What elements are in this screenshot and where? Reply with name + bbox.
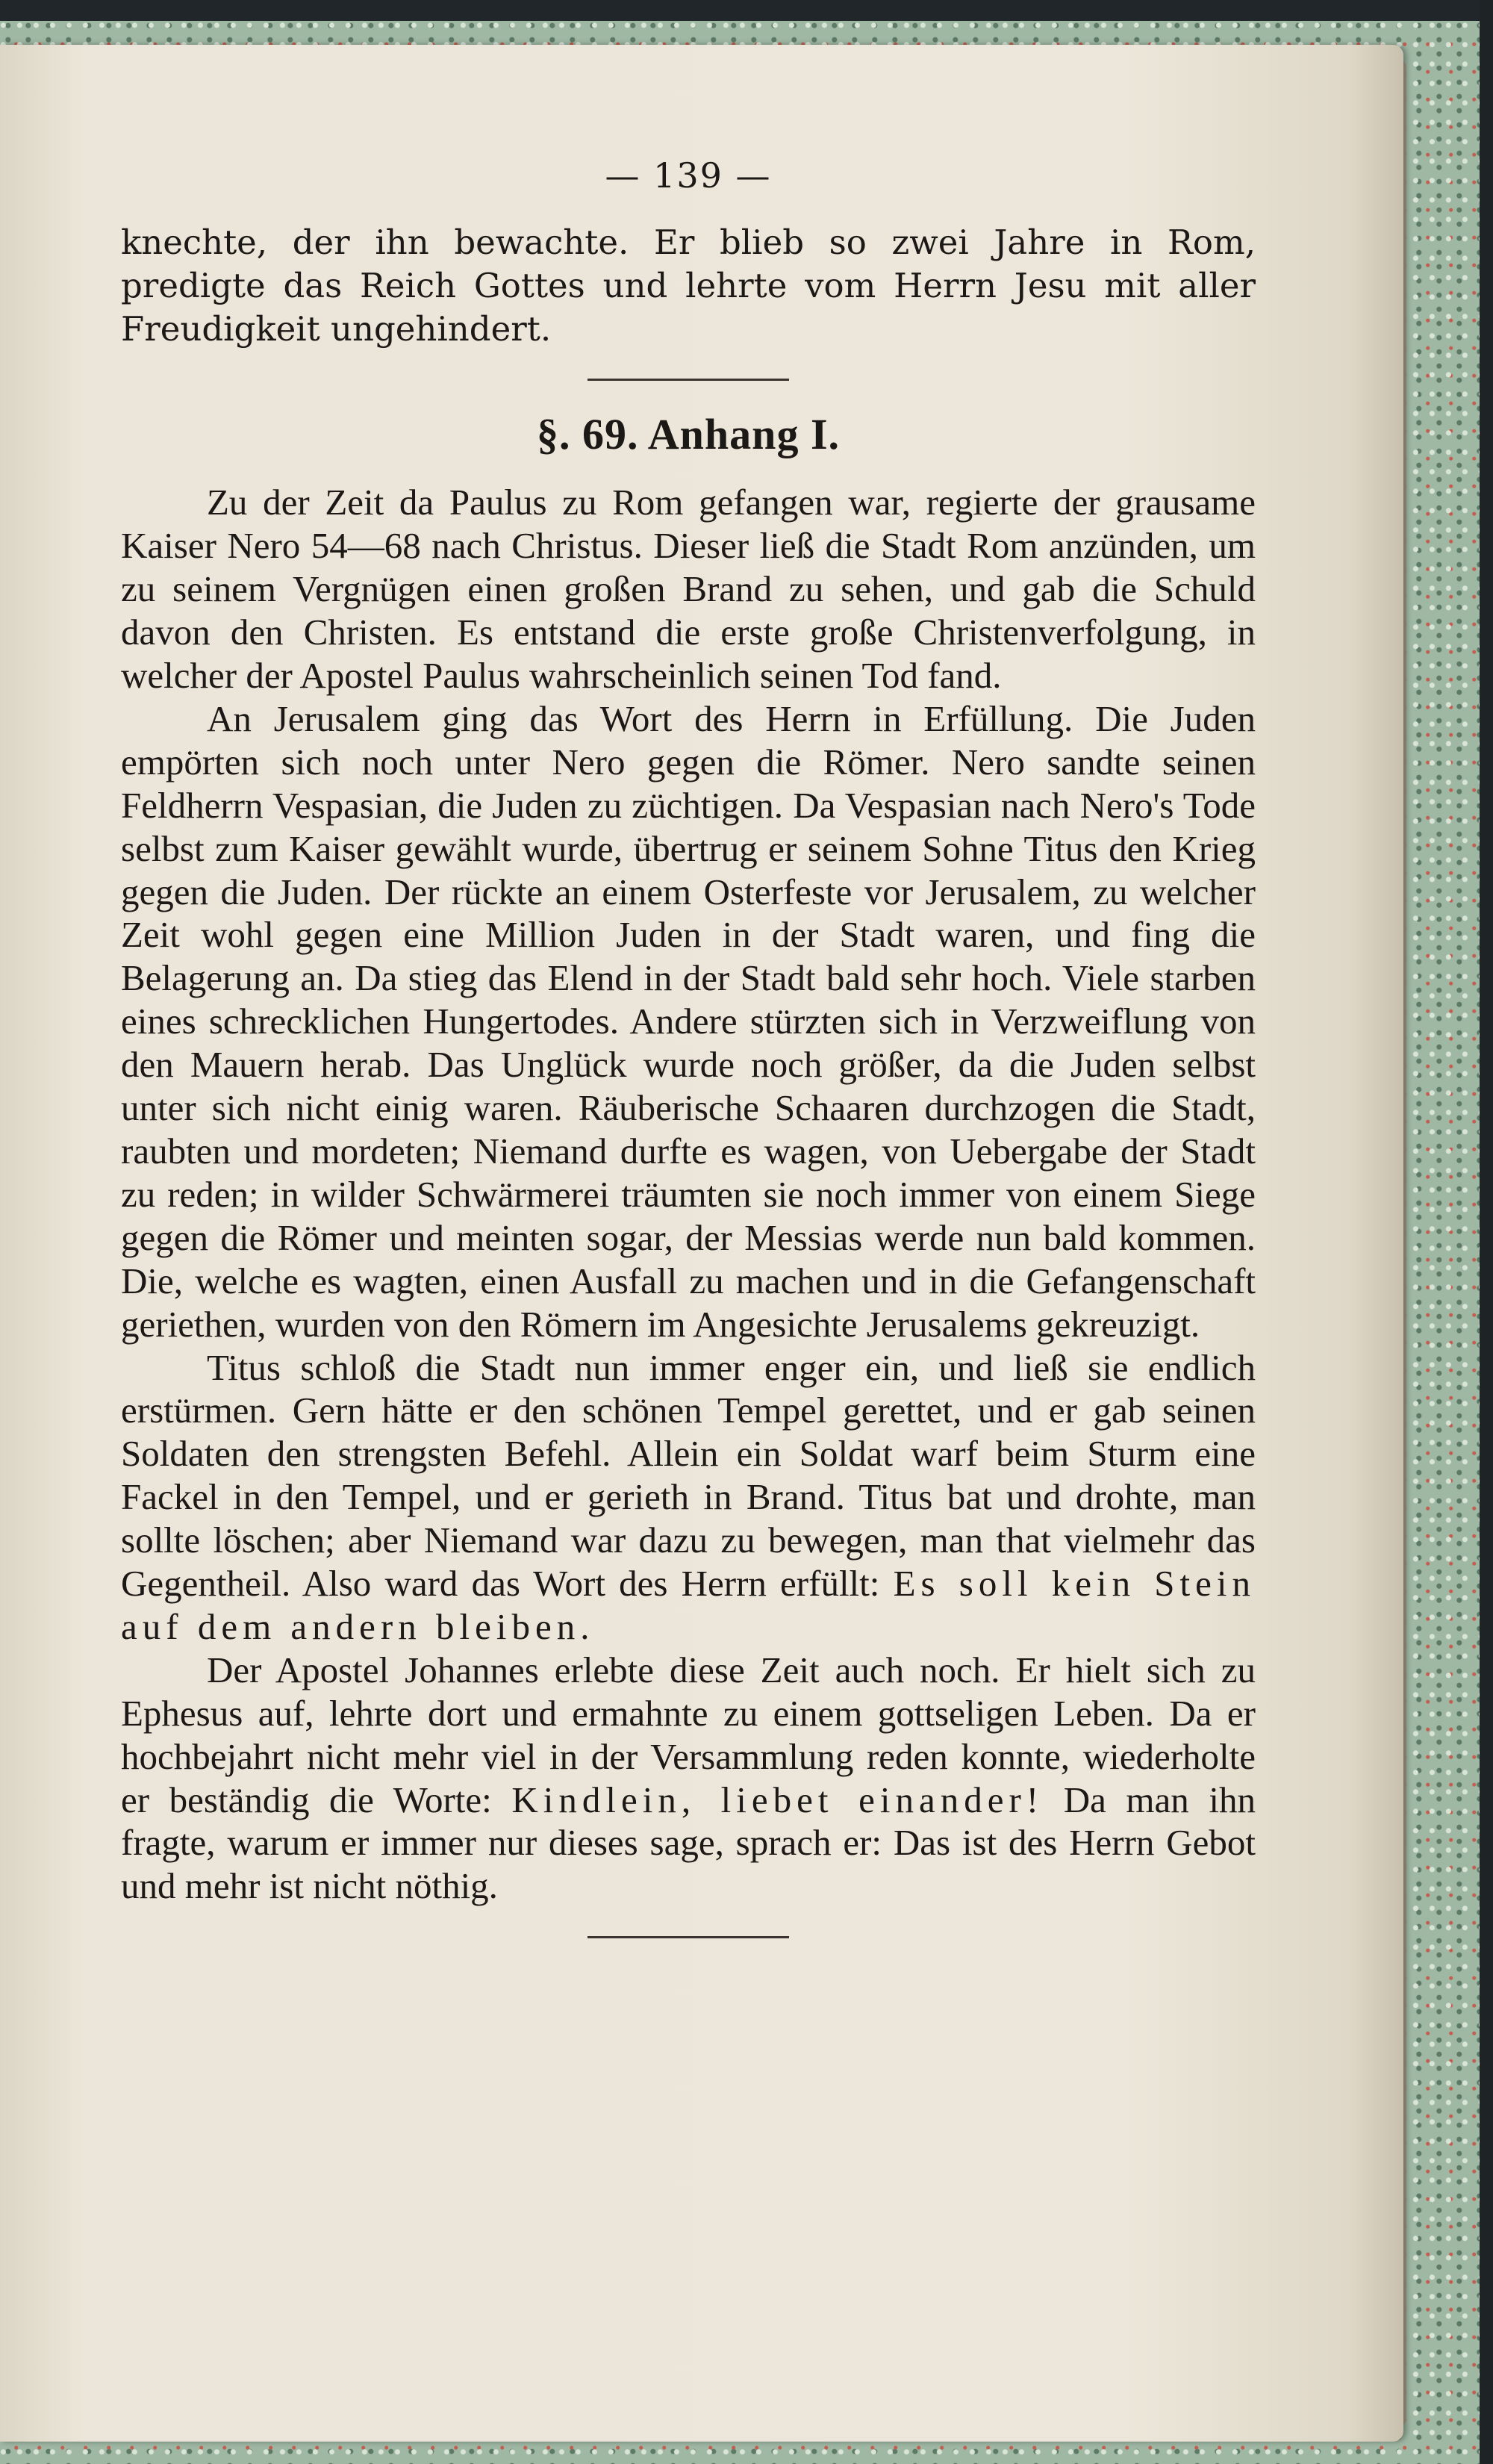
page-text-block bbox=[121, 149, 1256, 1962]
cover-top-edge bbox=[0, 0, 1493, 21]
paragraph-johannes-text: Der Apostel Johannes erlebte diese Zeit auch noch. Er hielt sich zu Ephesus auf, lehrte dort und ermahnte zu einem gottseligen Leben. Da er hochbejahrt nicht mehr viel in der Versammlung reden konnte, wiederholte er beständig die Worte: bbox=[121, 1649, 1256, 1820]
cover-right-edge bbox=[1480, 0, 1493, 2464]
section-divider-bottom bbox=[587, 1936, 789, 1938]
page-number: — 139 — bbox=[605, 155, 772, 196]
paragraph-titus bbox=[121, 1346, 1256, 1649]
section-divider-top bbox=[587, 379, 789, 381]
paragraph-johannes-text-after: Da man ihn fragte, warum er immer nur dieses sage, sprach er: Das ist des Herrn Gebot und mehr ist nicht nöthig. bbox=[121, 1779, 1256, 1907]
paragraph-titus-text: Titus schloß die Stadt nun immer enger ein, und ließ sie endlich erstürmen. Gern hätte er den schönen Tempel gerettet, und er gab seinen Soldaten den strengsten Befehl. Allein ein Soldat warf beim Sturm eine Fackel in den Tempel, und er gerieth in Brand. Titus bat und drohte, man sollte löschen; aber Niemand war dazu zu bewegen, man that vielmehr das Gegentheil. Also ward das Wort des Herrn erfüllt: bbox=[121, 1346, 1256, 1605]
paragraph-johannes-emphasis: Kindlein, liebet einander! bbox=[511, 1779, 1044, 1820]
paragraph-jerusalem: An Jerusalem ging das Wort des Herrn in Erfüllung. Die Juden empörten sich noch unter Nero gegen die Römer. Nero sandte seinen Feldherrn Vespasian, die Juden zu züchtigen. Da Vespasian nach Nero's Tode selbst zum Kaiser gewählt wurde, übertrug er seinem Sohne Titus den Krieg gegen die Juden. Der rückte an einem Osterfeste vor Jerusalem, zu welcher Zeit wohl gegen eine Million Juden in der Stadt waren, und fing die Belagerung an. Da stieg das Elend in der Stadt bald sehr hoch. Viele starben eines schrecklichen Hungertodes. Andere stürzten sich in Verzweiflung von den Mauern herab. Das Unglück wurde noch größer, da die Juden selbst unter sich nicht einig waren. Räuberische Schaaren durchzogen die Stadt, raubten und mordeten; Niemand durfte es wagen, von Uebergabe der Stadt zu reden; in wilder Schwärmerei träumten sie noch immer von einem Siege gegen die Römer und meinten sogar, der Messias werde nun bald kommen. Die, welche es wagten, einen Ausfall zu machen und in die Gefangenschaft geriethen, wurden von den Römern im Angesichte Jerusalems gekreuzigt. bbox=[121, 697, 1256, 1345]
paragraph-titus-emphasis: Es soll kein Stein auf dem andern bleiben. bbox=[121, 1563, 1256, 1647]
paragraph-johannes bbox=[121, 1649, 1256, 1908]
paragraph-nero: Zu der Zeit da Paulus zu Rom gefangen war, regierte der grausame Kaiser Nero 54—68 nach Christus. Dieser ließ die Stadt Rom anzünden, um zu seinem Vergnügen einen großen Brand zu sehen, und gab die Schuld davon den Christen. Es entstand die erste große Christenverfolgung, in welcher der Apostel Paulus wahrscheinlich seinen Tod fand. bbox=[121, 482, 1256, 697]
section-heading: §. 69. Anhang I. bbox=[536, 410, 841, 459]
opening-paragraph: knechte, der ihn bewachte. Er blieb so zwei Jahre in Rom, predigte das Reich Gottes und lehrte vom Herrn Jesu mit aller Freudigkeit ungehindert. bbox=[121, 223, 1256, 349]
